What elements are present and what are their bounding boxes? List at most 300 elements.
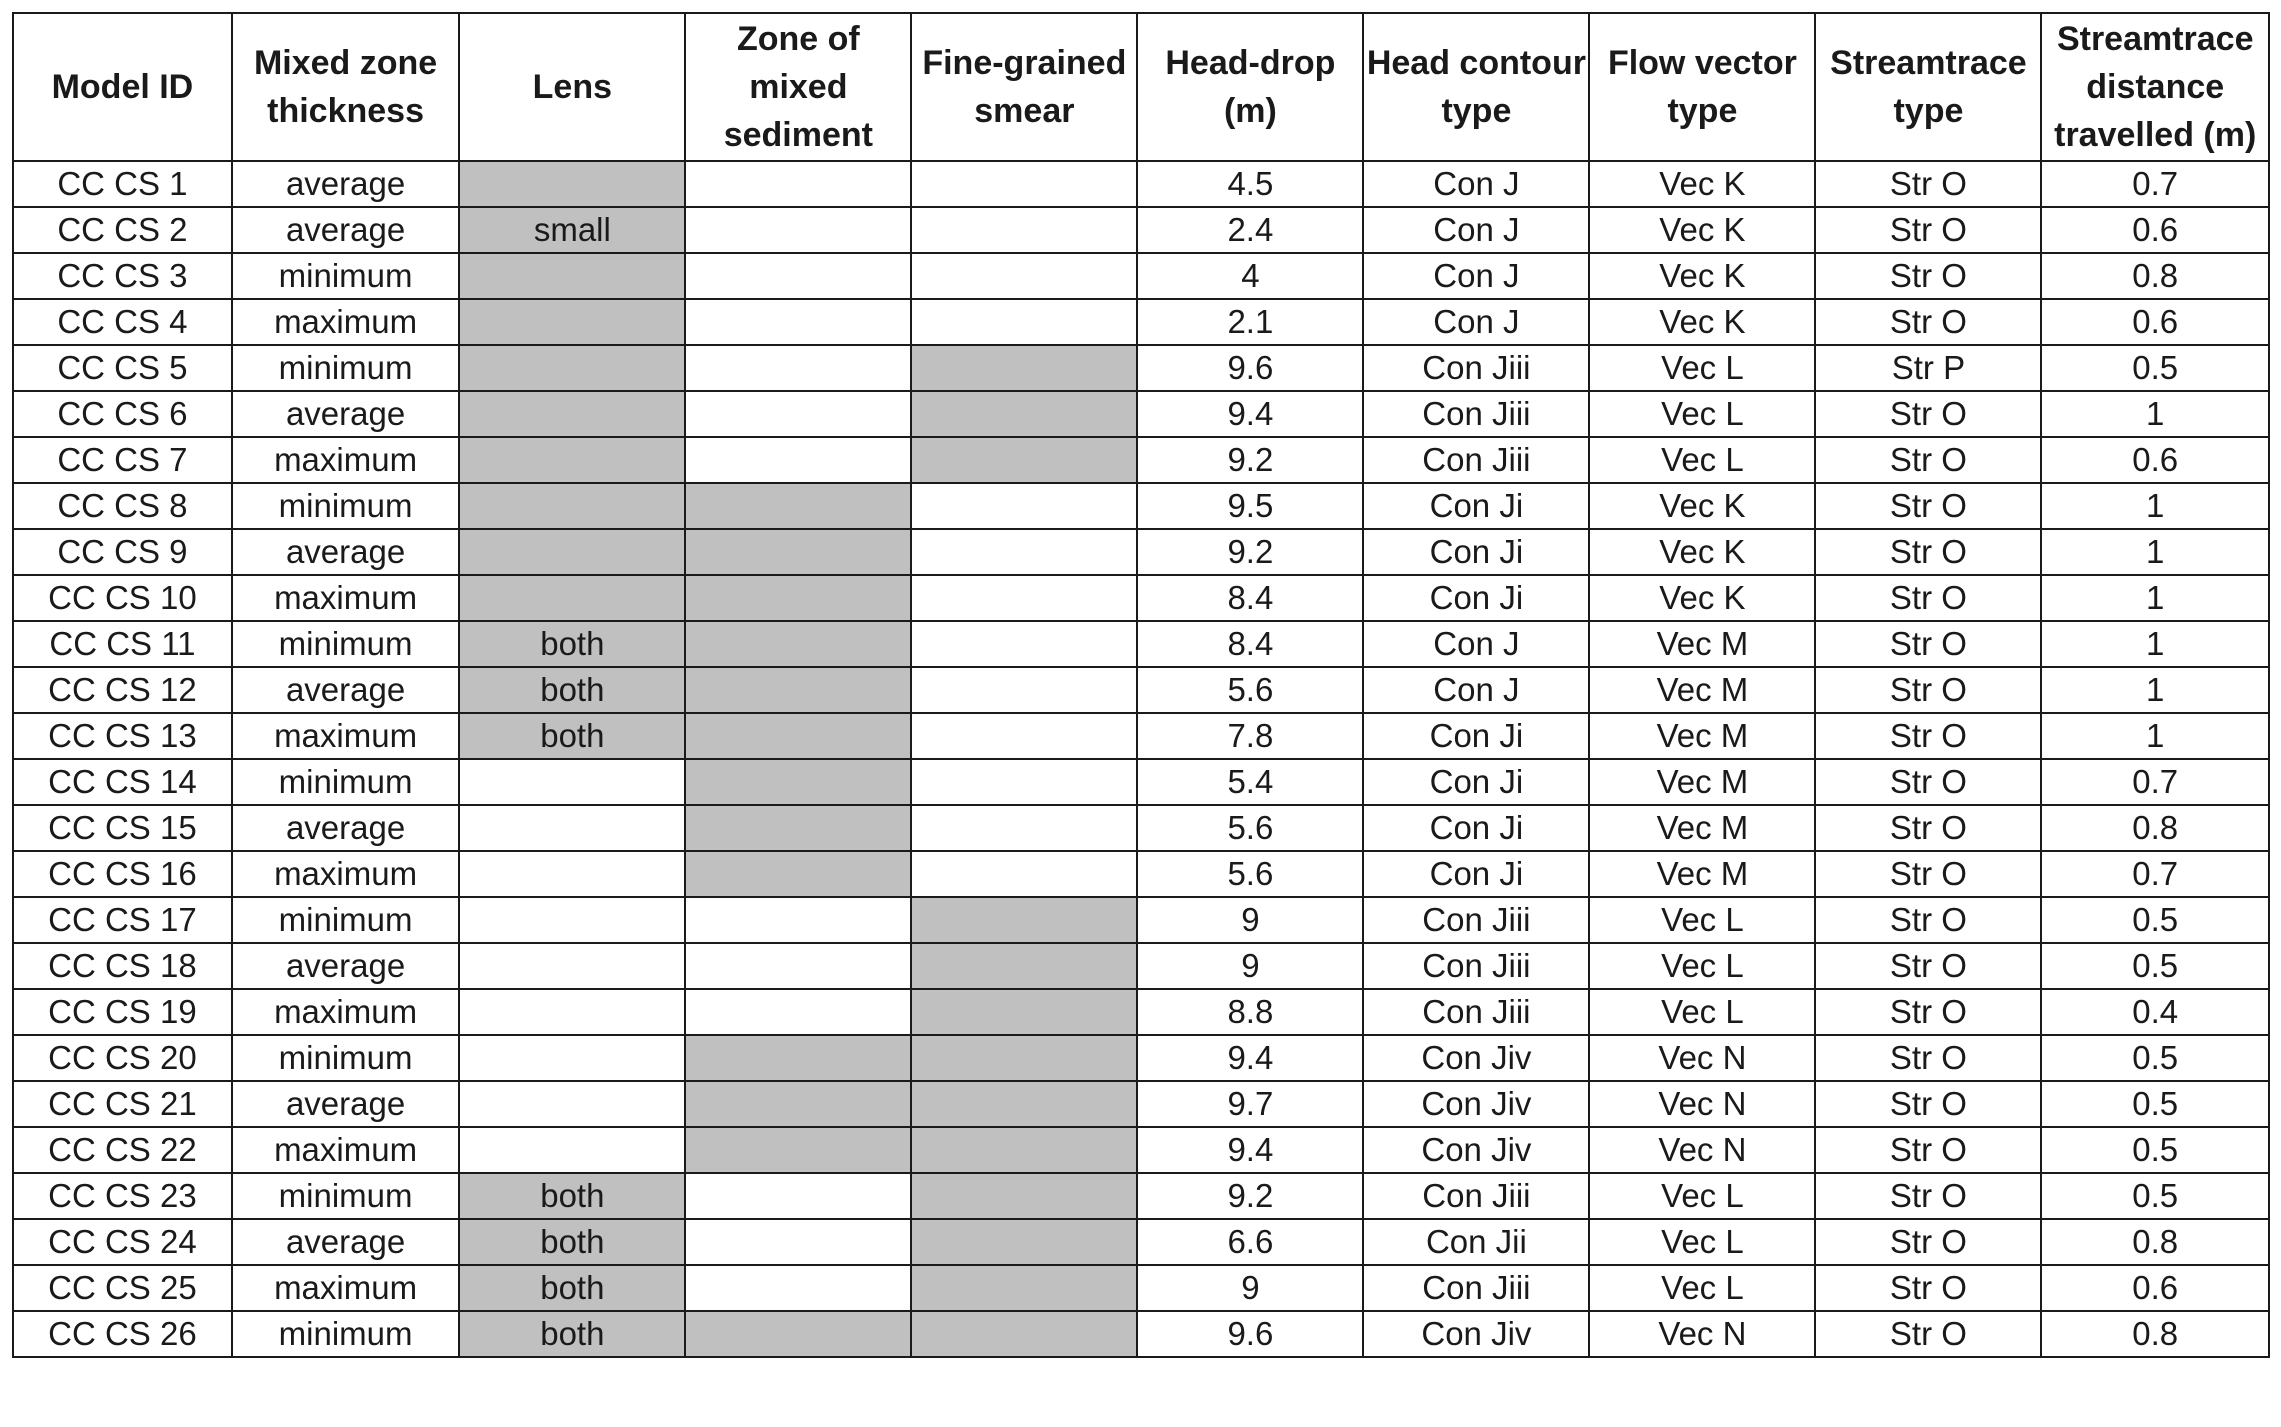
head-contour-type-cell: Con Jiii (1363, 391, 1589, 437)
mixed-zone-thickness-cell: average (232, 391, 460, 437)
flow-vector-type-cell: Vec N (1589, 1127, 1815, 1173)
mixed-zone-thickness-cell: minimum (232, 621, 460, 667)
head-drop-cell: 9.2 (1137, 529, 1363, 575)
head-contour-type-cell: Con Ji (1363, 805, 1589, 851)
streamtrace-type-cell: Str O (1815, 989, 2041, 1035)
fine-grained-smear-cell (911, 253, 1137, 299)
fine-grained-smear-cell (911, 851, 1137, 897)
mixed-zone-thickness-cell: maximum (232, 575, 460, 621)
mixed-zone-thickness-cell: maximum (232, 299, 460, 345)
model-id-cell: CC CS 8 (13, 483, 232, 529)
lens-cell: both (459, 1265, 685, 1311)
table-row (13, 345, 2269, 391)
fine-grained-smear-cell (911, 299, 1137, 345)
mixed-zone-thickness-cell: maximum (232, 713, 460, 759)
streamtrace-distance-cell: 1 (2041, 667, 2269, 713)
streamtrace-type-cell: Str O (1815, 851, 2041, 897)
streamtrace-distance-cell: 0.8 (2041, 253, 2269, 299)
head-contour-type-cell: Con Ji (1363, 483, 1589, 529)
zone-of-mixed-sediment-cell (685, 299, 911, 345)
column-header-streamtrace-distance: Streamtrace distance travelled (m) (2041, 13, 2269, 161)
mixed-zone-thickness-cell: average (232, 529, 460, 575)
fine-grained-smear-cell (911, 161, 1137, 207)
lens-cell (459, 483, 685, 529)
head-drop-cell: 9.4 (1137, 1127, 1363, 1173)
model-id-cell: CC CS 11 (13, 621, 232, 667)
table-row (13, 759, 2269, 805)
lens-cell (459, 345, 685, 391)
table-row (13, 529, 2269, 575)
flow-vector-type-cell: Vec M (1589, 667, 1815, 713)
flow-vector-type-cell: Vec N (1589, 1311, 1815, 1357)
head-drop-cell: 5.6 (1137, 805, 1363, 851)
streamtrace-distance-cell: 0.7 (2041, 851, 2269, 897)
streamtrace-distance-cell: 0.5 (2041, 1081, 2269, 1127)
table-body (13, 161, 2269, 1357)
streamtrace-distance-cell: 0.6 (2041, 437, 2269, 483)
head-drop-cell: 9 (1137, 897, 1363, 943)
table-row (13, 437, 2269, 483)
flow-vector-type-cell: Vec M (1589, 851, 1815, 897)
table-row (13, 1081, 2269, 1127)
zone-of-mixed-sediment-cell (685, 1081, 911, 1127)
head-drop-cell: 6.6 (1137, 1219, 1363, 1265)
lens-cell (459, 299, 685, 345)
lens-cell (459, 989, 685, 1035)
table-header (13, 13, 2269, 161)
flow-vector-type-cell: Vec K (1589, 207, 1815, 253)
head-drop-cell: 2.1 (1137, 299, 1363, 345)
zone-of-mixed-sediment-cell (685, 575, 911, 621)
head-drop-cell: 9.6 (1137, 345, 1363, 391)
streamtrace-distance-cell: 0.8 (2041, 1219, 2269, 1265)
head-drop-cell: 9.4 (1137, 391, 1363, 437)
head-drop-cell: 9.7 (1137, 1081, 1363, 1127)
flow-vector-type-cell: Vec L (1589, 1173, 1815, 1219)
mixed-zone-thickness-cell: minimum (232, 759, 460, 805)
streamtrace-type-cell: Str O (1815, 713, 2041, 759)
streamtrace-distance-cell: 0.5 (2041, 1173, 2269, 1219)
lens-cell: both (459, 621, 685, 667)
head-contour-type-cell: Con Jiii (1363, 943, 1589, 989)
lens-cell: both (459, 1173, 685, 1219)
zone-of-mixed-sediment-cell (685, 253, 911, 299)
zone-of-mixed-sediment-cell (685, 943, 911, 989)
flow-vector-type-cell: Vec L (1589, 437, 1815, 483)
model-id-cell: CC CS 15 (13, 805, 232, 851)
lens-cell: small (459, 207, 685, 253)
head-contour-type-cell: Con Jiii (1363, 989, 1589, 1035)
zone-of-mixed-sediment-cell (685, 529, 911, 575)
head-contour-type-cell: Con Jiv (1363, 1311, 1589, 1357)
head-contour-type-cell: Con Ji (1363, 851, 1589, 897)
column-header-fine-grained-smear: Fine-grained smear (911, 13, 1137, 161)
streamtrace-distance-cell: 0.4 (2041, 989, 2269, 1035)
flow-vector-type-cell: Vec L (1589, 1219, 1815, 1265)
zone-of-mixed-sediment-cell (685, 1219, 911, 1265)
head-contour-type-cell: Con J (1363, 621, 1589, 667)
streamtrace-type-cell: Str O (1815, 483, 2041, 529)
streamtrace-distance-cell: 1 (2041, 391, 2269, 437)
model-id-cell: CC CS 7 (13, 437, 232, 483)
table-row (13, 299, 2269, 345)
streamtrace-distance-cell: 0.6 (2041, 207, 2269, 253)
head-drop-cell: 5.6 (1137, 667, 1363, 713)
head-contour-type-cell: Con Jiii (1363, 897, 1589, 943)
fine-grained-smear-cell (911, 529, 1137, 575)
column-header-zone-of-mixed-sediment: Zone of mixed sediment (685, 13, 911, 161)
model-id-cell: CC CS 9 (13, 529, 232, 575)
model-id-cell: CC CS 19 (13, 989, 232, 1035)
streamtrace-type-cell: Str O (1815, 759, 2041, 805)
streamtrace-distance-cell: 0.5 (2041, 345, 2269, 391)
lens-cell (459, 759, 685, 805)
streamtrace-type-cell: Str O (1815, 805, 2041, 851)
streamtrace-distance-cell: 0.5 (2041, 943, 2269, 989)
flow-vector-type-cell: Vec K (1589, 483, 1815, 529)
flow-vector-type-cell: Vec L (1589, 943, 1815, 989)
table-row (13, 621, 2269, 667)
fine-grained-smear-cell (911, 1219, 1137, 1265)
head-contour-type-cell: Con J (1363, 253, 1589, 299)
head-drop-cell: 2.4 (1137, 207, 1363, 253)
lens-cell (459, 391, 685, 437)
streamtrace-type-cell: Str O (1815, 299, 2041, 345)
streamtrace-distance-cell: 1 (2041, 529, 2269, 575)
streamtrace-type-cell: Str O (1815, 667, 2041, 713)
model-id-cell: CC CS 3 (13, 253, 232, 299)
head-drop-cell: 9.4 (1137, 1035, 1363, 1081)
zone-of-mixed-sediment-cell (685, 667, 911, 713)
table-row (13, 1127, 2269, 1173)
head-contour-type-cell: Con Ji (1363, 575, 1589, 621)
fine-grained-smear-cell (911, 713, 1137, 759)
fine-grained-smear-cell (911, 667, 1137, 713)
lens-cell: both (459, 1311, 685, 1357)
mixed-zone-thickness-cell: minimum (232, 1035, 460, 1081)
fine-grained-smear-cell (911, 759, 1137, 805)
table-row (13, 1173, 2269, 1219)
zone-of-mixed-sediment-cell (685, 1173, 911, 1219)
column-header-head-contour-type: Head contour type (1363, 13, 1589, 161)
streamtrace-type-cell: Str O (1815, 1311, 2041, 1357)
mixed-zone-thickness-cell: average (232, 1081, 460, 1127)
streamtrace-distance-cell: 1 (2041, 575, 2269, 621)
head-contour-type-cell: Con J (1363, 299, 1589, 345)
streamtrace-type-cell: Str O (1815, 1173, 2041, 1219)
head-drop-cell: 9.2 (1137, 1173, 1363, 1219)
lens-cell (459, 943, 685, 989)
streamtrace-distance-cell: 0.6 (2041, 1265, 2269, 1311)
head-contour-type-cell: Con Ji (1363, 713, 1589, 759)
table-row (13, 1265, 2269, 1311)
flow-vector-type-cell: Vec K (1589, 253, 1815, 299)
zone-of-mixed-sediment-cell (685, 989, 911, 1035)
head-drop-cell: 4.5 (1137, 161, 1363, 207)
model-id-cell: CC CS 2 (13, 207, 232, 253)
streamtrace-distance-cell: 1 (2041, 483, 2269, 529)
model-results-table (12, 12, 2270, 1358)
flow-vector-type-cell: Vec M (1589, 759, 1815, 805)
lens-cell (459, 529, 685, 575)
column-header-mixed-zone-thickness: Mixed zone thickness (232, 13, 460, 161)
zone-of-mixed-sediment-cell (685, 437, 911, 483)
head-contour-type-cell: Con Jii (1363, 1219, 1589, 1265)
model-id-cell: CC CS 21 (13, 1081, 232, 1127)
lens-cell (459, 1035, 685, 1081)
lens-cell: both (459, 667, 685, 713)
streamtrace-type-cell: Str O (1815, 1081, 2041, 1127)
head-drop-cell: 8.8 (1137, 989, 1363, 1035)
head-drop-cell: 5.6 (1137, 851, 1363, 897)
model-id-cell: CC CS 13 (13, 713, 232, 759)
head-drop-cell: 9 (1137, 1265, 1363, 1311)
zone-of-mixed-sediment-cell (685, 1265, 911, 1311)
mixed-zone-thickness-cell: minimum (232, 897, 460, 943)
table-row (13, 943, 2269, 989)
streamtrace-type-cell: Str O (1815, 207, 2041, 253)
model-id-cell: CC CS 25 (13, 1265, 232, 1311)
head-contour-type-cell: Con J (1363, 207, 1589, 253)
head-drop-cell: 9 (1137, 943, 1363, 989)
mixed-zone-thickness-cell: average (232, 667, 460, 713)
mixed-zone-thickness-cell: average (232, 1219, 460, 1265)
table-row (13, 483, 2269, 529)
table-row (13, 805, 2269, 851)
model-id-cell: CC CS 14 (13, 759, 232, 805)
model-id-cell: CC CS 22 (13, 1127, 232, 1173)
zone-of-mixed-sediment-cell (685, 713, 911, 759)
mixed-zone-thickness-cell: maximum (232, 989, 460, 1035)
zone-of-mixed-sediment-cell (685, 621, 911, 667)
fine-grained-smear-cell (911, 1035, 1137, 1081)
flow-vector-type-cell: Vec K (1589, 299, 1815, 345)
head-contour-type-cell: Con Jiii (1363, 437, 1589, 483)
lens-cell (459, 1127, 685, 1173)
table-row (13, 253, 2269, 299)
zone-of-mixed-sediment-cell (685, 345, 911, 391)
fine-grained-smear-cell (911, 1265, 1137, 1311)
column-header-streamtrace-type: Streamtrace type (1815, 13, 2041, 161)
head-drop-cell: 8.4 (1137, 621, 1363, 667)
mixed-zone-thickness-cell: average (232, 943, 460, 989)
fine-grained-smear-cell (911, 437, 1137, 483)
mixed-zone-thickness-cell: minimum (232, 1311, 460, 1357)
streamtrace-type-cell: Str O (1815, 1127, 2041, 1173)
flow-vector-type-cell: Vec N (1589, 1081, 1815, 1127)
head-drop-cell: 9.6 (1137, 1311, 1363, 1357)
head-drop-cell: 4 (1137, 253, 1363, 299)
streamtrace-distance-cell: 0.5 (2041, 1035, 2269, 1081)
head-contour-type-cell: Con Jiv (1363, 1127, 1589, 1173)
column-header-lens: Lens (459, 13, 685, 161)
model-id-cell: CC CS 24 (13, 1219, 232, 1265)
lens-cell (459, 1081, 685, 1127)
streamtrace-type-cell: Str P (1815, 345, 2041, 391)
lens-cell (459, 805, 685, 851)
zone-of-mixed-sediment-cell (685, 805, 911, 851)
table-row (13, 161, 2269, 207)
mixed-zone-thickness-cell: maximum (232, 851, 460, 897)
fine-grained-smear-cell (911, 207, 1137, 253)
table-row (13, 207, 2269, 253)
mixed-zone-thickness-cell: minimum (232, 345, 460, 391)
lens-cell: both (459, 1219, 685, 1265)
flow-vector-type-cell: Vec L (1589, 345, 1815, 391)
fine-grained-smear-cell (911, 1127, 1137, 1173)
model-id-cell: CC CS 17 (13, 897, 232, 943)
head-contour-type-cell: Con Jiv (1363, 1081, 1589, 1127)
head-contour-type-cell: Con Jiii (1363, 345, 1589, 391)
streamtrace-distance-cell: 1 (2041, 713, 2269, 759)
zone-of-mixed-sediment-cell (685, 161, 911, 207)
fine-grained-smear-cell (911, 897, 1137, 943)
model-id-cell: CC CS 26 (13, 1311, 232, 1357)
model-id-cell: CC CS 6 (13, 391, 232, 437)
streamtrace-distance-cell: 0.8 (2041, 1311, 2269, 1357)
zone-of-mixed-sediment-cell (685, 483, 911, 529)
streamtrace-distance-cell: 0.7 (2041, 161, 2269, 207)
streamtrace-type-cell: Str O (1815, 1035, 2041, 1081)
column-header-model-id: Model ID (13, 13, 232, 161)
streamtrace-type-cell: Str O (1815, 391, 2041, 437)
mixed-zone-thickness-cell: maximum (232, 1265, 460, 1311)
lens-cell (459, 897, 685, 943)
zone-of-mixed-sediment-cell (685, 759, 911, 805)
streamtrace-type-cell: Str O (1815, 529, 2041, 575)
mixed-zone-thickness-cell: maximum (232, 1127, 460, 1173)
fine-grained-smear-cell (911, 1081, 1137, 1127)
model-id-cell: CC CS 23 (13, 1173, 232, 1219)
table-row (13, 897, 2269, 943)
table-row (13, 667, 2269, 713)
model-id-cell: CC CS 12 (13, 667, 232, 713)
flow-vector-type-cell: Vec L (1589, 391, 1815, 437)
lens-cell (459, 161, 685, 207)
column-header-head-drop: Head-drop (m) (1137, 13, 1363, 161)
streamtrace-type-cell: Str O (1815, 1265, 2041, 1311)
head-drop-cell: 9.5 (1137, 483, 1363, 529)
table-row (13, 989, 2269, 1035)
mixed-zone-thickness-cell: average (232, 161, 460, 207)
head-contour-type-cell: Con J (1363, 667, 1589, 713)
fine-grained-smear-cell (911, 621, 1137, 667)
streamtrace-type-cell: Str O (1815, 253, 2041, 299)
lens-cell (459, 851, 685, 897)
head-drop-cell: 8.4 (1137, 575, 1363, 621)
header-row (13, 13, 2269, 161)
head-contour-type-cell: Con Ji (1363, 529, 1589, 575)
lens-cell: both (459, 713, 685, 759)
flow-vector-type-cell: Vec M (1589, 621, 1815, 667)
fine-grained-smear-cell (911, 345, 1137, 391)
zone-of-mixed-sediment-cell (685, 391, 911, 437)
table-row (13, 851, 2269, 897)
streamtrace-type-cell: Str O (1815, 621, 2041, 667)
lens-cell (459, 253, 685, 299)
fine-grained-smear-cell (911, 1311, 1137, 1357)
streamtrace-type-cell: Str O (1815, 1219, 2041, 1265)
mixed-zone-thickness-cell: minimum (232, 253, 460, 299)
fine-grained-smear-cell (911, 575, 1137, 621)
model-id-cell: CC CS 20 (13, 1035, 232, 1081)
head-contour-type-cell: Con Jiv (1363, 1035, 1589, 1081)
streamtrace-distance-cell: 0.6 (2041, 299, 2269, 345)
model-id-cell: CC CS 16 (13, 851, 232, 897)
streamtrace-distance-cell: 0.5 (2041, 1127, 2269, 1173)
zone-of-mixed-sediment-cell (685, 1311, 911, 1357)
lens-cell (459, 575, 685, 621)
zone-of-mixed-sediment-cell (685, 207, 911, 253)
fine-grained-smear-cell (911, 989, 1137, 1035)
flow-vector-type-cell: Vec L (1589, 1265, 1815, 1311)
streamtrace-type-cell: Str O (1815, 897, 2041, 943)
model-id-cell: CC CS 1 (13, 161, 232, 207)
head-drop-cell: 9.2 (1137, 437, 1363, 483)
mixed-zone-thickness-cell: average (232, 805, 460, 851)
table-row (13, 1035, 2269, 1081)
head-contour-type-cell: Con Jiii (1363, 1173, 1589, 1219)
mixed-zone-thickness-cell: minimum (232, 1173, 460, 1219)
flow-vector-type-cell: Vec M (1589, 805, 1815, 851)
streamtrace-distance-cell: 0.5 (2041, 897, 2269, 943)
head-drop-cell: 7.8 (1137, 713, 1363, 759)
flow-vector-type-cell: Vec K (1589, 161, 1815, 207)
zone-of-mixed-sediment-cell (685, 1127, 911, 1173)
fine-grained-smear-cell (911, 391, 1137, 437)
table-row (13, 713, 2269, 759)
mixed-zone-thickness-cell: maximum (232, 437, 460, 483)
mixed-zone-thickness-cell: average (232, 207, 460, 253)
fine-grained-smear-cell (911, 805, 1137, 851)
head-contour-type-cell: Con Jiii (1363, 1265, 1589, 1311)
flow-vector-type-cell: Vec K (1589, 529, 1815, 575)
mixed-zone-thickness-cell: minimum (232, 483, 460, 529)
streamtrace-type-cell: Str O (1815, 161, 2041, 207)
zone-of-mixed-sediment-cell (685, 851, 911, 897)
streamtrace-distance-cell: 0.8 (2041, 805, 2269, 851)
streamtrace-distance-cell: 0.7 (2041, 759, 2269, 805)
model-id-cell: CC CS 5 (13, 345, 232, 391)
table-row (13, 1219, 2269, 1265)
model-id-cell: CC CS 18 (13, 943, 232, 989)
head-drop-cell: 5.4 (1137, 759, 1363, 805)
table-row (13, 1311, 2269, 1357)
head-contour-type-cell: Con J (1363, 161, 1589, 207)
model-id-cell: CC CS 10 (13, 575, 232, 621)
flow-vector-type-cell: Vec N (1589, 1035, 1815, 1081)
fine-grained-smear-cell (911, 1173, 1137, 1219)
fine-grained-smear-cell (911, 943, 1137, 989)
flow-vector-type-cell: Vec L (1589, 989, 1815, 1035)
table-row (13, 391, 2269, 437)
zone-of-mixed-sediment-cell (685, 1035, 911, 1081)
zone-of-mixed-sediment-cell (685, 897, 911, 943)
head-contour-type-cell: Con Ji (1363, 759, 1589, 805)
model-id-cell: CC CS 4 (13, 299, 232, 345)
lens-cell (459, 437, 685, 483)
flow-vector-type-cell: Vec L (1589, 897, 1815, 943)
streamtrace-type-cell: Str O (1815, 437, 2041, 483)
column-header-flow-vector-type: Flow vector type (1589, 13, 1815, 161)
flow-vector-type-cell: Vec M (1589, 713, 1815, 759)
streamtrace-type-cell: Str O (1815, 943, 2041, 989)
flow-vector-type-cell: Vec K (1589, 575, 1815, 621)
table-row (13, 575, 2269, 621)
streamtrace-distance-cell: 1 (2041, 621, 2269, 667)
fine-grained-smear-cell (911, 483, 1137, 529)
streamtrace-type-cell: Str O (1815, 575, 2041, 621)
